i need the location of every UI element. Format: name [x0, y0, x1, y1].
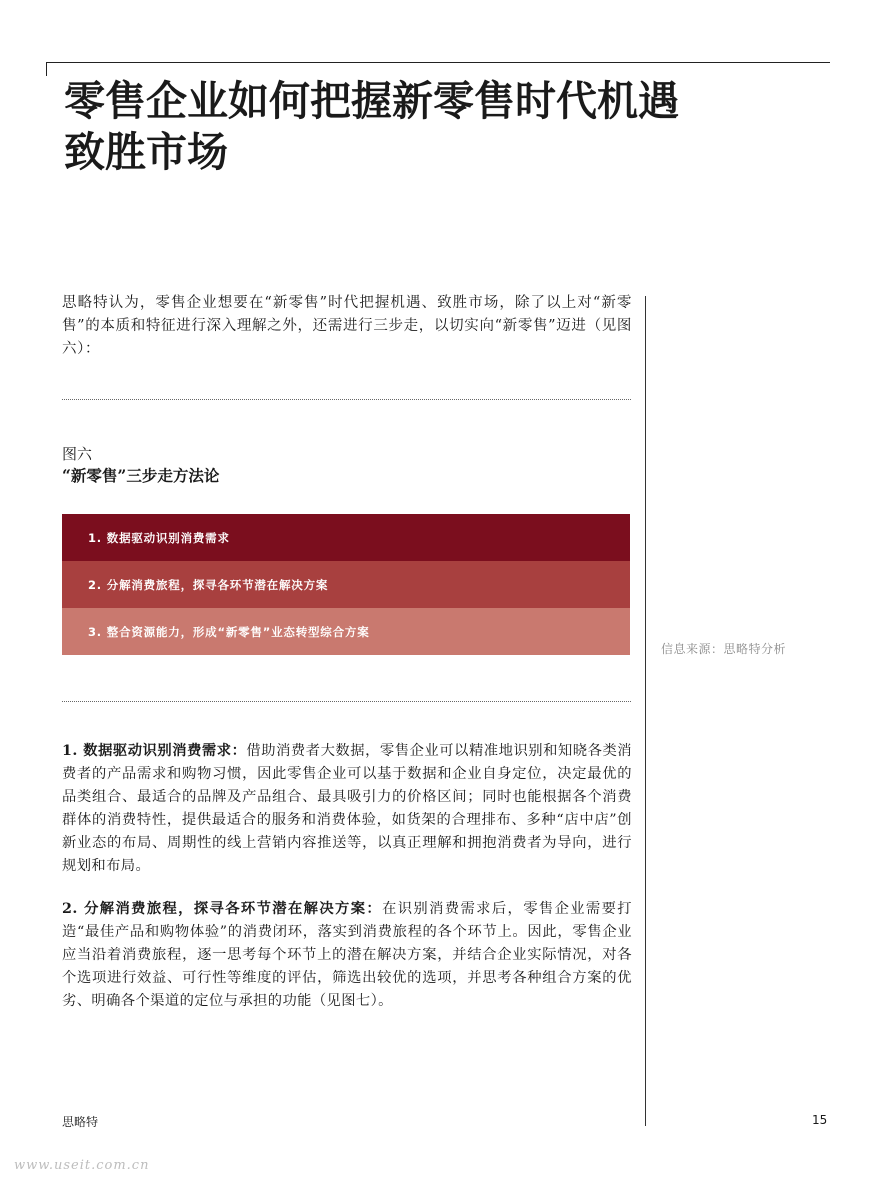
step-bar-3	[62, 608, 630, 655]
section-2-paragraph	[62, 898, 632, 1013]
footer-brand: 思略特	[62, 1115, 99, 1129]
step-label-3: 3. 整合资源能力，形成“新零售”业态转型综合方案	[88, 624, 370, 639]
title-line-2: 致胜市场	[64, 128, 228, 176]
section-2-lead: 2. 分解消费旅程，探寻各环节潜在解决方案：	[62, 901, 383, 917]
section-1-paragraph	[62, 740, 632, 878]
page-title	[64, 76, 784, 178]
dotted-divider-bottom	[62, 701, 631, 702]
column-divider	[645, 296, 646, 1126]
title-line-1: 零售企业如何把握新零售时代机遇	[64, 77, 679, 125]
figure-label: 图六	[62, 445, 93, 463]
section-1-body: 借助消费者大数据，零售企业可以精准地识别和知晓各类消费者的产品需求和购物习惯，因此零售企业可以基于数据和企业自身定位，决定最优的品类组合、最适合的品牌及产品组合、最具吸引力的价格区间；同时也能根据各个消费群体的消费特性，提供最适合的服务和消费体验，如货架的合理排布、多种“店中店”创新业态的布局、周期性的线上营销内容推送等，以真正理解和拥抱消费者为导向，进行规划和布局。	[62, 743, 632, 874]
intro-paragraph: 思略特认为，零售企业想要在“新零售”时代把握机遇、致胜市场，除了以上对“新零售”的本质和特征进行深入理解之外，还需进行三步走，以切实向“新零售”迈进（见图六）：	[62, 295, 632, 357]
step-label-2: 2. 分解消费旅程，探寻各环节潜在解决方案	[88, 577, 329, 592]
dotted-divider-top	[62, 399, 631, 400]
top-rule	[46, 62, 830, 63]
section-1-lead: 1. 数据驱动识别消费需求：	[62, 743, 247, 759]
watermark: www.useit.com.cn	[14, 1158, 150, 1173]
top-rule-tick	[46, 62, 47, 76]
figure-source: 信息来源：思略特分析	[661, 642, 787, 656]
section-2-body: 在识别消费需求后，零售企业需要打造“最佳产品和购物体验”的消费闭环，落实到消费旅程的各个环节上。因此，零售企业应当沿着消费旅程，逐一思考每个环节上的潜在解决方案，并结合企业实际情况，对各个选项进行效益、可行性等维度的评估，筛选出较优的选项，并思考各种组合方案的优劣、明确各个渠道的定位与承担的功能（见图七）。	[62, 901, 632, 1009]
page-number: 15	[812, 1113, 828, 1127]
step-label-1: 1. 数据驱动识别消费需求	[88, 530, 230, 545]
step-bar-1	[62, 514, 630, 561]
step-bar-2	[62, 561, 630, 608]
figure-title: “新零售”三步走方法论	[62, 466, 220, 485]
